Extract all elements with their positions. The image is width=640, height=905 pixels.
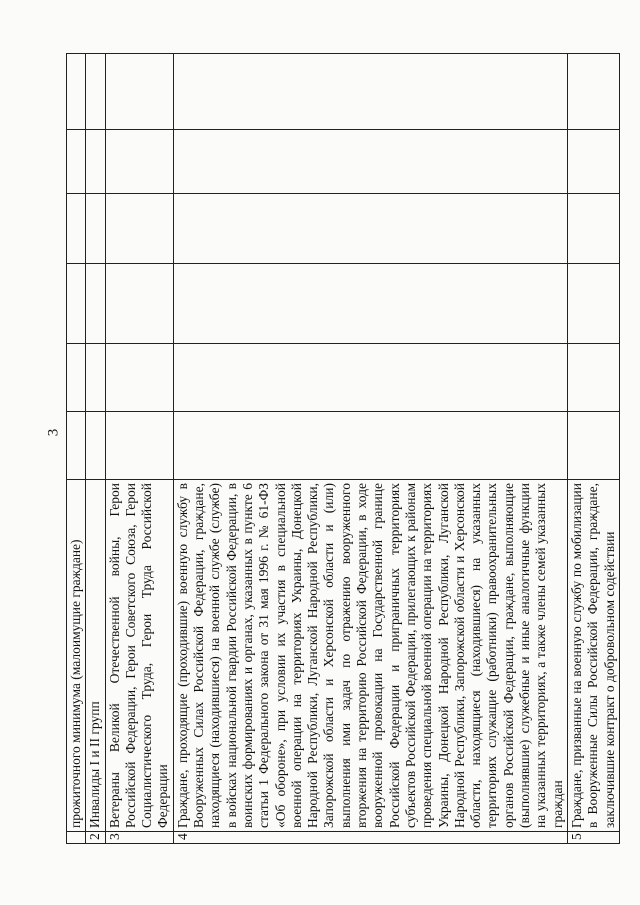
- beneficiaries-table: [66, 53, 620, 844]
- row-text: Ветераны Великой Отечественной войны, Герои Российской Федерации, Герои Советского Союза, Герои Социалистического Труда, Герои Труда Российской Федерации: [105, 480, 173, 832]
- table-row: [105, 54, 173, 844]
- empty-cell: [173, 130, 567, 194]
- empty-cell: [105, 344, 173, 412]
- empty-cell: [567, 130, 619, 194]
- row-number: [67, 832, 86, 844]
- rotated-table-wrapper: [66, 54, 617, 844]
- empty-cell: [86, 344, 105, 412]
- table-row: [86, 54, 105, 844]
- page-number: 3: [45, 428, 62, 437]
- row-text: прожиточного минимума (малоимущие граждане): [67, 480, 86, 832]
- empty-cell: [173, 344, 567, 412]
- empty-cell: [86, 264, 105, 344]
- row-text: Инвалиды I и II групп: [86, 480, 105, 832]
- empty-cell: [67, 344, 86, 412]
- empty-cell: [173, 54, 567, 130]
- empty-cell: [567, 412, 619, 480]
- row-number: 3: [105, 832, 173, 844]
- table-row: [567, 54, 619, 844]
- row-number: 5: [567, 832, 619, 844]
- empty-cell: [67, 264, 86, 344]
- empty-cell: [105, 130, 173, 194]
- row-text: Граждане, проходящие (проходившие) военную службу в Вооруженных Силах Российской Федерации, граждане, находящиеся (находившиеся) на военной службе (службе) в войсках национальной гвардии Российской Федерации, в воинских формированиях и органах, указанных в пункте 6 статьи 1 Федерального закона от 31 мая 1996 г. № 61-ФЗ «Об обороне», при условии их участия в специальной военной операции на территориях Украины, Донецкой Народной Республики, Луганской Народной Республики, Запорожской области и Херсонской области и (или) выполнения ими задач по отражению вооруженного вторжения на территорию Российской Федерации, в ходе вооруженной провокации на Государственной границе Российской Федерации и приграничных территориях субъектов Российской Федерации, прилегающих к районам проведения специальной военной операции на территориях Украины, Донецкой Народной Республики, Луганской Народной Республики, Запорожской области и Херсонской области, находящиеся (находившиеся) на указанных территориях служащие (работники) правоохранительных органов Российской Федерации, граждане, выполняющие (выполнявшие) служебные и иные аналогичные функции на указанных территориях, а также члены семей указанных граждан: [173, 480, 567, 832]
- empty-cell: [67, 412, 86, 480]
- empty-cell: [173, 194, 567, 264]
- empty-cell: [67, 54, 86, 130]
- empty-cell: [67, 130, 86, 194]
- empty-cell: [567, 54, 619, 130]
- empty-cell: [67, 194, 86, 264]
- empty-cell: [105, 412, 173, 480]
- empty-cell: [86, 54, 105, 130]
- empty-cell: [173, 264, 567, 344]
- empty-cell: [105, 194, 173, 264]
- empty-cell: [567, 264, 619, 344]
- empty-cell: [567, 344, 619, 412]
- row-number: 4: [173, 832, 567, 844]
- empty-cell: [86, 412, 105, 480]
- row-number: 2: [86, 832, 105, 844]
- empty-cell: [567, 194, 619, 264]
- empty-cell: [86, 130, 105, 194]
- empty-cell: [86, 194, 105, 264]
- table-row: [67, 54, 86, 844]
- row-text: Граждане, призванные на военную службу по мобилизации в Вооруженные Силы Российской Федерации, граждане, заключившие контракт о добровольном содействии: [567, 480, 619, 832]
- empty-cell: [105, 54, 173, 130]
- empty-cell: [173, 412, 567, 480]
- table-row: [173, 54, 567, 844]
- empty-cell: [105, 264, 173, 344]
